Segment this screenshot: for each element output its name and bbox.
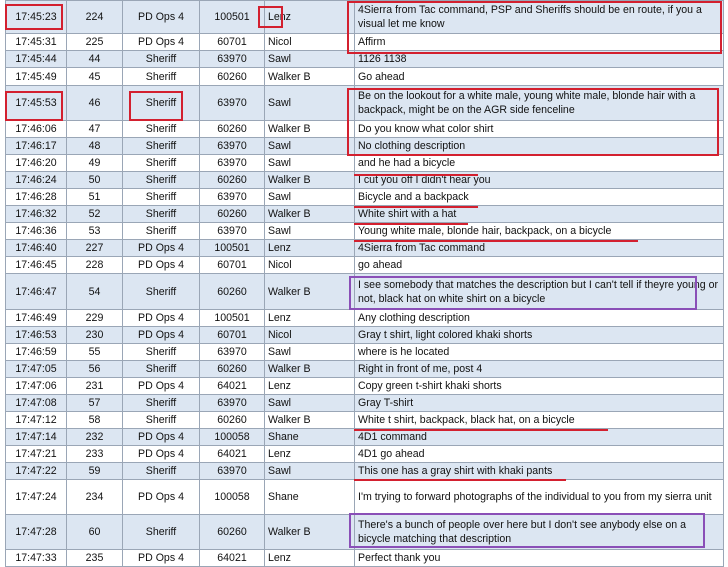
time-cell: 17:47:22 bbox=[6, 463, 67, 480]
call-id-cell: 59 bbox=[67, 463, 123, 480]
message-cell: White t shirt, backpack, black hat, on a bicycle bbox=[355, 412, 724, 429]
message-cell: This one has a gray shirt with khaki pants bbox=[355, 463, 724, 480]
unit-cell: 63970 bbox=[200, 463, 265, 480]
time-cell: 17:45:49 bbox=[6, 68, 67, 86]
agency-cell: PD Ops 4 bbox=[123, 429, 200, 446]
call-id-cell: 58 bbox=[67, 412, 123, 429]
name-cell: Walker B bbox=[265, 361, 355, 378]
unit-cell: 60701 bbox=[200, 327, 265, 344]
table-row bbox=[6, 257, 724, 274]
table-row bbox=[6, 446, 724, 463]
message-cell: I cut you off I didn't hear you bbox=[355, 172, 724, 189]
time-cell: 17:47:12 bbox=[6, 412, 67, 429]
unit-cell: 60260 bbox=[200, 68, 265, 86]
agency-cell: Sheriff bbox=[123, 68, 200, 86]
call-id-cell: 235 bbox=[67, 550, 123, 567]
name-cell: Lenz bbox=[265, 1, 355, 34]
call-id-cell: 50 bbox=[67, 172, 123, 189]
agency-cell: Sheriff bbox=[123, 412, 200, 429]
time-cell: 17:47:05 bbox=[6, 361, 67, 378]
time-cell: 17:45:53 bbox=[6, 86, 67, 121]
unit-cell: 100058 bbox=[200, 429, 265, 446]
agency-cell: Sheriff bbox=[123, 51, 200, 68]
time-cell: 17:47:06 bbox=[6, 378, 67, 395]
unit-cell: 100501 bbox=[200, 310, 265, 327]
call-id-cell: 52 bbox=[67, 206, 123, 223]
call-id-cell: 233 bbox=[67, 446, 123, 463]
message-cell: Be on the lookout for a white male, young white male, blonde hair with a backpack, might be on the AGR side fenceline bbox=[355, 86, 724, 121]
unit-cell: 63970 bbox=[200, 155, 265, 172]
call-id-cell: 51 bbox=[67, 189, 123, 206]
unit-cell: 63970 bbox=[200, 86, 265, 121]
message-cell: 4D1 go ahead bbox=[355, 446, 724, 463]
time-cell: 17:46:06 bbox=[6, 121, 67, 138]
agency-cell: PD Ops 4 bbox=[123, 446, 200, 463]
message-cell: Right in front of me, post 4 bbox=[355, 361, 724, 378]
unit-cell: 63970 bbox=[200, 223, 265, 240]
name-cell: Lenz bbox=[265, 240, 355, 257]
unit-cell: 64021 bbox=[200, 446, 265, 463]
table-row bbox=[6, 412, 724, 429]
agency-cell: Sheriff bbox=[123, 172, 200, 189]
agency-cell: Sheriff bbox=[123, 223, 200, 240]
unit-cell: 60701 bbox=[200, 34, 265, 51]
message-cell: 4Sierra from Tac command, PSP and Sheriffs should be en route, if you a visual let me know bbox=[355, 1, 724, 34]
time-cell: 17:46:24 bbox=[6, 172, 67, 189]
unit-cell: 60260 bbox=[200, 274, 265, 310]
name-cell: Sawl bbox=[265, 223, 355, 240]
table-row bbox=[6, 189, 724, 206]
table-row bbox=[6, 51, 724, 68]
unit-cell: 63970 bbox=[200, 51, 265, 68]
agency-cell: Sheriff bbox=[123, 189, 200, 206]
name-cell: Sawl bbox=[265, 189, 355, 206]
call-id-cell: 231 bbox=[67, 378, 123, 395]
name-cell: Lenz bbox=[265, 310, 355, 327]
call-id-cell: 228 bbox=[67, 257, 123, 274]
unit-cell: 60260 bbox=[200, 412, 265, 429]
message-cell: I'm trying to forward photographs of the individual to you from my sierra unit bbox=[355, 480, 724, 515]
table-row bbox=[6, 480, 724, 515]
message-cell: Gray t shirt, light colored khaki shorts bbox=[355, 327, 724, 344]
table-row bbox=[6, 395, 724, 412]
message-cell: Bicycle and a backpack bbox=[355, 189, 724, 206]
message-cell: 4Sierra from Tac command bbox=[355, 240, 724, 257]
call-id-cell: 45 bbox=[67, 68, 123, 86]
message-cell: White shirt with a hat bbox=[355, 206, 724, 223]
agency-cell: PD Ops 4 bbox=[123, 240, 200, 257]
name-cell: Sawl bbox=[265, 344, 355, 361]
table-row bbox=[6, 1, 724, 34]
name-cell: Walker B bbox=[265, 68, 355, 86]
unit-cell: 100501 bbox=[200, 1, 265, 34]
call-id-cell: 232 bbox=[67, 429, 123, 446]
table-row bbox=[6, 429, 724, 446]
table-row bbox=[6, 240, 724, 257]
unit-cell: 60701 bbox=[200, 257, 265, 274]
message-cell: Do you know what color shirt bbox=[355, 121, 724, 138]
agency-cell: PD Ops 4 bbox=[123, 480, 200, 515]
call-id-cell: 234 bbox=[67, 480, 123, 515]
unit-cell: 60260 bbox=[200, 172, 265, 189]
message-cell: Any clothing description bbox=[355, 310, 724, 327]
time-cell: 17:47:33 bbox=[6, 550, 67, 567]
name-cell: Sawl bbox=[265, 463, 355, 480]
message-cell: go ahead bbox=[355, 257, 724, 274]
dispatch-log-body bbox=[6, 1, 724, 567]
message-cell: There's a bunch of people over here but I don't see anybody else on a bicycle matching that description bbox=[355, 515, 724, 550]
name-cell: Sawl bbox=[265, 155, 355, 172]
agency-cell: Sheriff bbox=[123, 395, 200, 412]
time-cell: 17:45:44 bbox=[6, 51, 67, 68]
name-cell: Nicol bbox=[265, 257, 355, 274]
unit-cell: 63970 bbox=[200, 189, 265, 206]
table-row bbox=[6, 138, 724, 155]
table-row bbox=[6, 34, 724, 51]
message-cell: I see somebody that matches the description but I can't tell if theyre young or not, black hat on white shirt on a bicycle bbox=[355, 274, 724, 310]
message-cell: Copy green t-shirt khaki shorts bbox=[355, 378, 724, 395]
table-row bbox=[6, 378, 724, 395]
agency-cell: PD Ops 4 bbox=[123, 310, 200, 327]
time-cell: 17:46:20 bbox=[6, 155, 67, 172]
call-id-cell: 229 bbox=[67, 310, 123, 327]
call-id-cell: 49 bbox=[67, 155, 123, 172]
unit-cell: 63970 bbox=[200, 344, 265, 361]
agency-cell: PD Ops 4 bbox=[123, 378, 200, 395]
message-cell: 4D1 command bbox=[355, 429, 724, 446]
dispatch-log-table bbox=[5, 0, 724, 567]
time-cell: 17:46:28 bbox=[6, 189, 67, 206]
time-cell: 17:46:59 bbox=[6, 344, 67, 361]
time-cell: 17:46:49 bbox=[6, 310, 67, 327]
name-cell: Sawl bbox=[265, 395, 355, 412]
name-cell: Sawl bbox=[265, 138, 355, 155]
name-cell: Sawl bbox=[265, 51, 355, 68]
name-cell: Sawl bbox=[265, 86, 355, 121]
time-cell: 17:47:08 bbox=[6, 395, 67, 412]
name-cell: Nicol bbox=[265, 34, 355, 51]
message-cell: No clothing description bbox=[355, 138, 724, 155]
agency-cell: Sheriff bbox=[123, 86, 200, 121]
agency-cell: PD Ops 4 bbox=[123, 34, 200, 51]
call-id-cell: 230 bbox=[67, 327, 123, 344]
table-row bbox=[6, 86, 724, 121]
unit-cell: 60260 bbox=[200, 361, 265, 378]
call-id-cell: 56 bbox=[67, 361, 123, 378]
unit-cell: 63970 bbox=[200, 138, 265, 155]
name-cell: Lenz bbox=[265, 550, 355, 567]
message-cell: and he had a bicycle bbox=[355, 155, 724, 172]
time-cell: 17:47:24 bbox=[6, 480, 67, 515]
table-row bbox=[6, 327, 724, 344]
call-id-cell: 47 bbox=[67, 121, 123, 138]
message-cell: Affirm bbox=[355, 34, 724, 51]
table-row bbox=[6, 515, 724, 550]
name-cell: Shane bbox=[265, 480, 355, 515]
unit-cell: 100501 bbox=[200, 240, 265, 257]
agency-cell: Sheriff bbox=[123, 206, 200, 223]
agency-cell: Sheriff bbox=[123, 515, 200, 550]
call-id-cell: 46 bbox=[67, 86, 123, 121]
name-cell: Walker B bbox=[265, 172, 355, 189]
agency-cell: PD Ops 4 bbox=[123, 257, 200, 274]
unit-cell: 64021 bbox=[200, 378, 265, 395]
unit-cell: 100058 bbox=[200, 480, 265, 515]
table-row bbox=[6, 223, 724, 240]
agency-cell: Sheriff bbox=[123, 274, 200, 310]
table-row bbox=[6, 550, 724, 567]
call-id-cell: 44 bbox=[67, 51, 123, 68]
message-cell: where is he located bbox=[355, 344, 724, 361]
message-cell: Gray T-shirt bbox=[355, 395, 724, 412]
time-cell: 17:46:32 bbox=[6, 206, 67, 223]
table-row bbox=[6, 172, 724, 189]
name-cell: Walker B bbox=[265, 121, 355, 138]
table-row bbox=[6, 310, 724, 327]
unit-cell: 60260 bbox=[200, 206, 265, 223]
call-id-cell: 224 bbox=[67, 1, 123, 34]
table-row bbox=[6, 68, 724, 86]
time-cell: 17:47:21 bbox=[6, 446, 67, 463]
agency-cell: PD Ops 4 bbox=[123, 1, 200, 34]
table-row bbox=[6, 121, 724, 138]
time-cell: 17:46:36 bbox=[6, 223, 67, 240]
name-cell: Lenz bbox=[265, 446, 355, 463]
name-cell: Lenz bbox=[265, 378, 355, 395]
time-cell: 17:47:28 bbox=[6, 515, 67, 550]
call-id-cell: 54 bbox=[67, 274, 123, 310]
agency-cell: PD Ops 4 bbox=[123, 550, 200, 567]
time-cell: 17:46:17 bbox=[6, 138, 67, 155]
name-cell: Walker B bbox=[265, 206, 355, 223]
call-id-cell: 48 bbox=[67, 138, 123, 155]
unit-cell: 60260 bbox=[200, 121, 265, 138]
agency-cell: Sheriff bbox=[123, 344, 200, 361]
agency-cell: Sheriff bbox=[123, 155, 200, 172]
agency-cell: PD Ops 4 bbox=[123, 327, 200, 344]
agency-cell: Sheriff bbox=[123, 138, 200, 155]
name-cell: Shane bbox=[265, 429, 355, 446]
call-id-cell: 55 bbox=[67, 344, 123, 361]
time-cell: 17:46:45 bbox=[6, 257, 67, 274]
table-row bbox=[6, 344, 724, 361]
time-cell: 17:45:31 bbox=[6, 34, 67, 51]
call-id-cell: 227 bbox=[67, 240, 123, 257]
time-cell: 17:45:23 bbox=[6, 1, 67, 34]
table-row bbox=[6, 206, 724, 223]
call-id-cell: 53 bbox=[67, 223, 123, 240]
table-row bbox=[6, 361, 724, 378]
agency-cell: Sheriff bbox=[123, 121, 200, 138]
time-cell: 17:46:47 bbox=[6, 274, 67, 310]
message-cell: Young white male, blonde hair, backpack, on a bicycle bbox=[355, 223, 724, 240]
message-cell: Go ahead bbox=[355, 68, 724, 86]
call-id-cell: 57 bbox=[67, 395, 123, 412]
unit-cell: 60260 bbox=[200, 515, 265, 550]
agency-cell: Sheriff bbox=[123, 463, 200, 480]
message-cell: Perfect thank you bbox=[355, 550, 724, 567]
name-cell: Walker B bbox=[265, 515, 355, 550]
time-cell: 17:46:40 bbox=[6, 240, 67, 257]
time-cell: 17:47:14 bbox=[6, 429, 67, 446]
name-cell: Walker B bbox=[265, 274, 355, 310]
unit-cell: 64021 bbox=[200, 550, 265, 567]
unit-cell: 63970 bbox=[200, 395, 265, 412]
name-cell: Walker B bbox=[265, 412, 355, 429]
table-row bbox=[6, 463, 724, 480]
name-cell: Nicol bbox=[265, 327, 355, 344]
call-id-cell: 225 bbox=[67, 34, 123, 51]
agency-cell: Sheriff bbox=[123, 361, 200, 378]
message-cell: 1126 1138 bbox=[355, 51, 724, 68]
time-cell: 17:46:53 bbox=[6, 327, 67, 344]
table-row bbox=[6, 274, 724, 310]
call-id-cell: 60 bbox=[67, 515, 123, 550]
table-row bbox=[6, 155, 724, 172]
